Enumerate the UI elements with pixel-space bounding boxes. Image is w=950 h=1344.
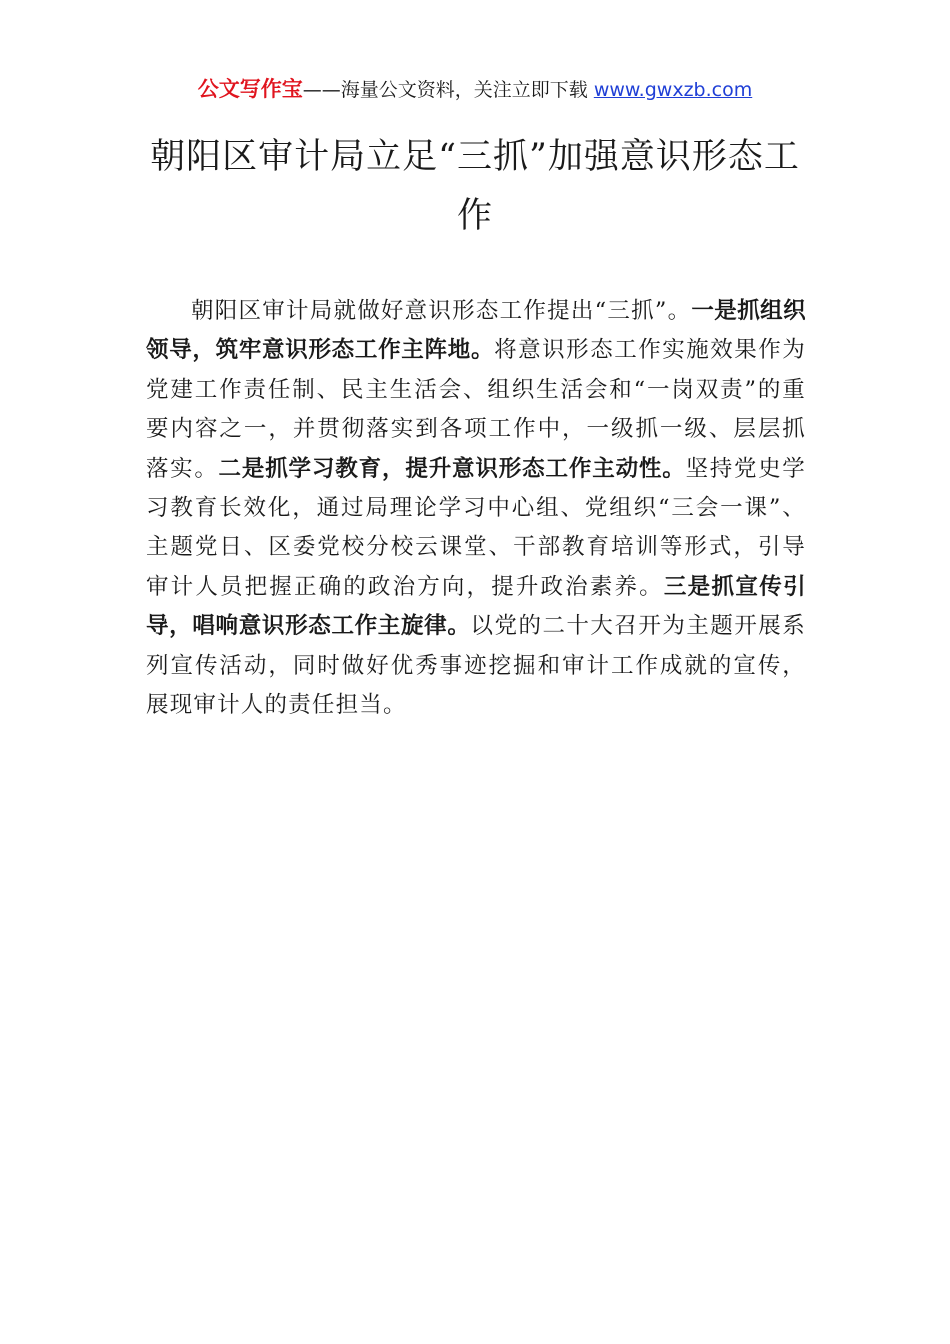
document-title: 朝阳区审计局立足“三抓”加强意识形态工作 [150, 137, 800, 236]
brand-name: 公文写作宝 [197, 77, 303, 101]
point2-text: 坚持党史学习教育长效化，通过局理论学习中心组、党组织“三会一课”、主题党日、区委党校分校云课堂、干部教育培训等形式，引导审计人员把握正确的政治方向，提升政治素养。 [146, 455, 806, 600]
intro-text: 朝阳区审计局就做好意识形态工作提出“三抓”。 [191, 298, 692, 324]
point1-text: 将意识形态工作实施效果作为党建工作责任制、民主生活会、组织生活会和“一岗双责”的重要内容之一，并贯彻落实到各项工作中，一级抓一级、层层抓落实。 [146, 337, 806, 482]
point2-heading: 二是抓学习教育，提升意识形态工作主动性。 [218, 455, 686, 482]
point3-heading: 三是抓宣传引导，唱响意识形态工作主旋律。 [146, 573, 806, 640]
point3-text: 以党的二十大召开为主题开展系列宣传活动，同时做好优秀事迹挖掘和审计工作成就的宣传，展现审计人的责任担当。 [146, 613, 806, 719]
header-tagline: ——海量公文资料，关注立即下载 [302, 79, 594, 101]
header-banner [0, 76, 950, 103]
point1-heading: 一是抓组织领导，筑牢意识形态工作主阵地。 [146, 298, 806, 364]
body-paragraph [146, 292, 806, 725]
website-link[interactable]: www.gwxzb.com [593, 79, 753, 101]
